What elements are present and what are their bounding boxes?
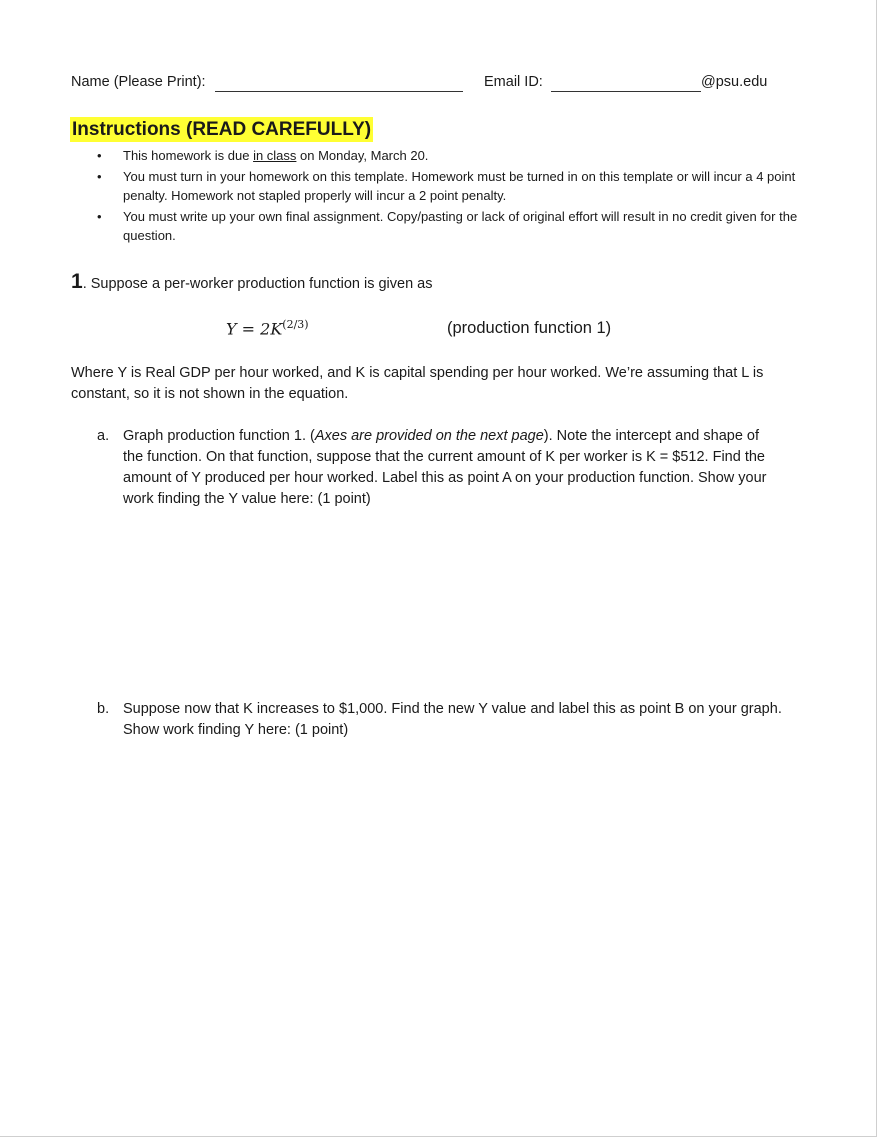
- instruction-text: This homework is due: [123, 148, 254, 163]
- instruction-text: You must write up your own final assignment. Copy/pasting or lack of original effort will result in no credit given for the question.: [123, 208, 798, 243]
- part-b-text: Suppose now that K increases to $1,000. Find the new Y value and label this as point B on your graph. Show work finding Y here: (1 point): [123, 701, 782, 738]
- instruction-text: on Monday, March 20.: [296, 148, 429, 163]
- part-a-text-pre: Graph production function 1. (: [123, 428, 315, 444]
- instructions-heading: Instructions (READ CAREFULLY): [72, 119, 372, 140]
- part-a-label: a.: [97, 428, 110, 444]
- equation-label: (production function 1): [447, 319, 612, 337]
- instruction-item: [95, 207, 815, 246]
- email-domain: @psu.edu: [701, 74, 768, 90]
- definition-paragraph: Where Y is Real GDP per hour worked, and K is capital spending per hour worked. We’re assuming that L is constant, so it is not shown in the equation.: [71, 365, 764, 402]
- name-blank-line: [215, 91, 463, 92]
- equation-exponent: (2/3): [282, 318, 309, 331]
- part-a-text-italic: Axes are provided on the next page: [314, 428, 544, 444]
- bullet-icon: •: [97, 168, 102, 184]
- part-a-text-post: ). Note the intercept and shape of the function. On that function, suppose that the current amount of K per worker is K = $512. Find the amount of Y produced per hour worked. Label this as point A on your production function. Show your work finding the Y value here: (1 point): [123, 428, 767, 507]
- question-intro-text: . Suppose a per-worker production function is given as: [82, 276, 433, 292]
- part-a-text: [123, 426, 783, 510]
- bullet-icon: •: [97, 208, 102, 224]
- email-blank-line: [551, 91, 701, 92]
- email-label: Email ID:: [484, 74, 543, 90]
- instructions-list: [95, 146, 815, 247]
- instruction-item: [95, 146, 815, 166]
- question-1-intro: [71, 270, 433, 294]
- question-number: 1: [71, 270, 83, 293]
- part-b-label: b.: [97, 701, 110, 717]
- bullet-icon: •: [97, 148, 102, 163]
- instruction-text: You must turn in your homework on this template. Homework must be turned in on this template or will incur a 4 point penalty. Homework not stapled properly will incur a 2 point penalty.: [123, 168, 796, 203]
- name-label: Name (Please Print):: [71, 74, 206, 90]
- production-equation: [226, 318, 309, 338]
- instruction-underlined-text: in class: [253, 148, 297, 163]
- equation-main: Y = 2K: [226, 319, 283, 339]
- instruction-item: [95, 167, 815, 206]
